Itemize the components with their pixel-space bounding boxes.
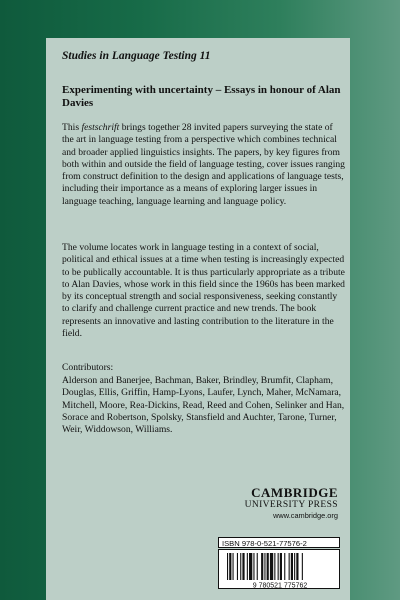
barcode-bar [264,553,265,580]
back-cover-panel [46,38,350,600]
barcode-bar [274,553,275,580]
barcode-bar [296,553,298,580]
publisher-subname: UNIVERSITY PRESS [244,500,338,510]
barcode-bar [302,553,303,580]
barcode-bar [280,553,282,580]
barcode-bar [253,553,254,580]
contributors-label: Contributors: [62,362,114,373]
series-title: Studies in Language Testing 11 [62,50,211,62]
barcode-bar [247,553,248,580]
description-paragraph-1 [62,122,345,208]
barcode-bar [227,553,228,580]
barcode-number: 9 780521 775762 [252,582,308,590]
paragraph1-rest: brings together 28 invited papers surveying the state of the art in language testing from a perspective which combines technical and broader applied linguistics insights. The papers, by key figures from both within and outside the field of language testing, cover issues ranging from construct definition to the design and applications of language tests, including their importance as a means of exploring larger issues in language teaching, language learning and language policy. [62,122,345,207]
barcode-bar [249,553,252,580]
festschrift-word: festschrift [81,122,120,133]
barcode-bar [291,553,293,580]
isbn-label: ISBN 978-0-521-77576-2 [218,537,340,548]
publisher-url: www.cambridge.org [273,511,338,520]
barcode-bar [267,553,269,580]
barcode [218,549,340,589]
barcode-bar [261,553,263,580]
description-paragraph-2: The volume locates work in language testing in a context of social, political and ethical issues at a time when testing is increasingly expected to be publically accountable. It is thus particularly appropriate as a tribute to Alan Davies, whose work in this field since the 1960s has been marked by its conceptual strength and social responsiveness, seeking constantly to clarify and challenge current practice and new trends. The book represents an innovative and lasting contribution to the literature in the field. [62,242,345,340]
barcode-bar [278,553,279,580]
barcode-bar [289,553,290,580]
publisher-name: CAMBRIDGE [251,485,338,500]
paragraph1-prefix: This [62,122,82,133]
publisher-logo [245,485,338,520]
barcode-bar [242,553,244,580]
barcode-bar [237,553,238,580]
barcode-bar [233,553,234,580]
book-title: Experimenting with uncertainty – Essays in honour of Alan Davies [62,84,341,109]
contributors-list: Alderson and Banerjee, Bachman, Baker, Brindley, Brumfit, Clapham, Douglas, Ellis, Griffin, Hamp-Lyons, Laufer, Lynch, Maher, McNamara, Mitchell, Moore, Rea-Dickins, Read, Reed and Cohen, Selinker and Han, Sorace and Robertson, Spolsky, Stansfield and Auchter, Tarone, Turner, Weir, Widdowson, Williams. [62,375,345,436]
barcode-bar [229,553,231,580]
barcode-bar [240,553,241,580]
barcode-bar [270,553,273,580]
barcode-graphic [219,550,341,590]
barcode-bar [284,553,285,580]
barcode-bar [257,553,258,580]
barcode-bar [294,553,295,580]
